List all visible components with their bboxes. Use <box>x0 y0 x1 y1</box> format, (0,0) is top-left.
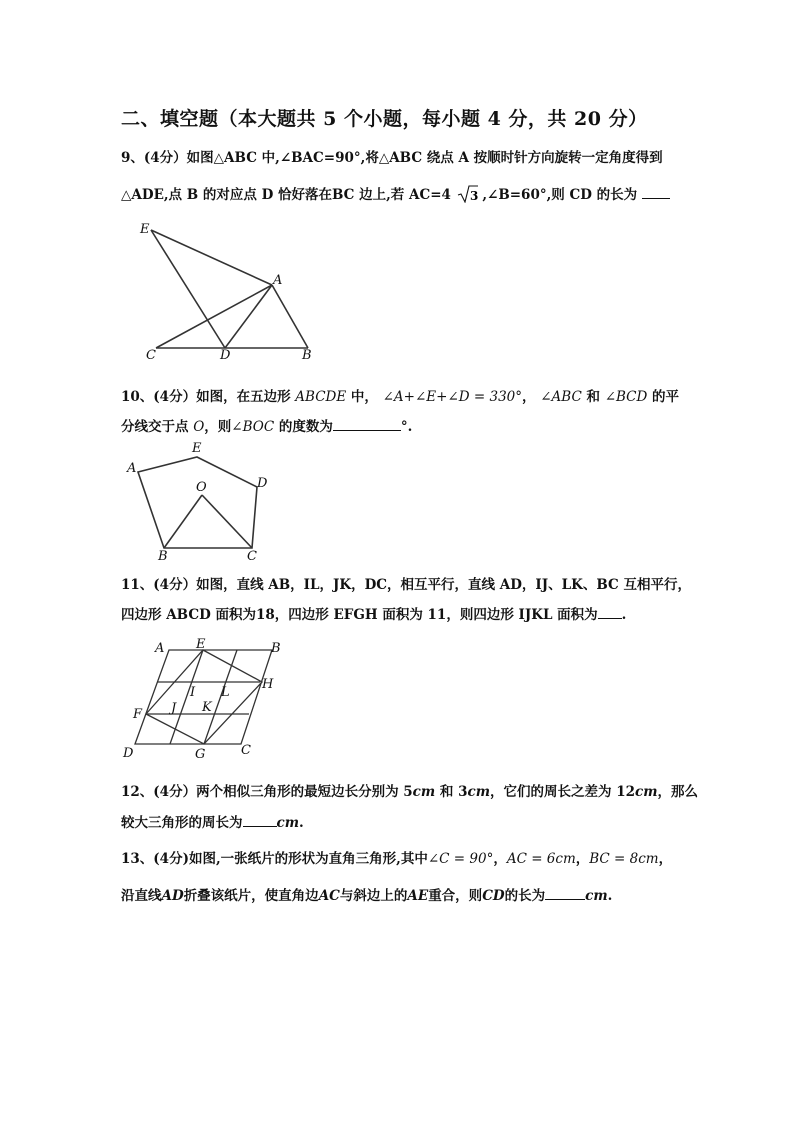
q13-text-b: 沿直线 <box>121 888 162 904</box>
q13-line2 <box>121 884 612 904</box>
q10-label-d: D <box>257 476 268 491</box>
q12-text-e: 较大三角形的周长为 <box>121 815 243 831</box>
q10-label-a: A <box>127 461 137 476</box>
q10-angle-boc: ∠BOC <box>231 419 275 435</box>
q10-label-c: C <box>247 549 257 564</box>
q10-angle-sum: ∠A+∠E+∠D = 330° <box>382 389 523 405</box>
q10-text-d: 和 <box>586 389 600 405</box>
q9-line2-text-b: ,∠B=60°,则 CD 的长为 <box>482 187 638 203</box>
q12-text-d: ，那么 <box>657 784 699 800</box>
q10-pentagon-figure <box>122 440 282 565</box>
q11-label-h: H <box>262 677 274 692</box>
q10-angle-bcd: ∠BCD <box>604 389 648 405</box>
q10-text-i: °. <box>400 419 413 435</box>
section-title: 二、填空题（本大题共 5 个小题，每小题 4 分，共 20 分） <box>121 108 648 130</box>
q13-side-cd: CD <box>482 888 505 904</box>
q10-angle-abc: ∠ABC <box>540 389 582 405</box>
sqrt-radical-icon <box>456 185 478 203</box>
q11-label-d: D <box>123 746 134 761</box>
q9-label-a: A <box>273 273 283 288</box>
q12-unit-4: cm <box>276 815 300 831</box>
q10-text-c: ， <box>522 389 536 405</box>
q11-label-c: C <box>241 743 251 758</box>
q13-text-end: . <box>607 888 613 904</box>
sqrt-symbol <box>456 185 478 203</box>
q9-label-e: E <box>140 222 150 237</box>
q11-label-f: F <box>133 707 143 722</box>
q11-label-e: E <box>196 637 206 652</box>
q11-label-l: L <box>221 685 230 700</box>
q11-label-j: J <box>171 701 177 716</box>
q12-line1 <box>121 780 698 800</box>
q13-bc-value: BC = 8cm <box>589 851 659 867</box>
q10-point-o: O <box>193 419 205 435</box>
q11-line1: 11、(4分）如图，直线 AB，IL，JK，DC，相互平行，直线 AD，IJ、LK、BC 互相平行， <box>121 577 691 593</box>
q9-triangle-figure <box>138 218 338 368</box>
q10-text-f: 分线交于点 <box>121 419 189 435</box>
q13-text-a: 13、(4分)如图,一张纸片的形状为直角三角形,其中 <box>121 851 428 867</box>
q12-text-end: . <box>299 815 304 831</box>
q10-pentagon-name: ABCDE <box>295 389 347 405</box>
q9-line2-text-a: △ADE,点 B 的对应点 D 恰好落在BC 边上,若 AC=4 <box>121 187 451 203</box>
q10-label-e: E <box>192 441 202 456</box>
q10-line2 <box>121 415 412 435</box>
q11-label-a: A <box>155 641 165 656</box>
answer-blank[interactable] <box>545 887 585 900</box>
q11-label-k: K <box>202 700 212 715</box>
q10-label-o: O <box>196 480 207 495</box>
q9-label-d: D <box>220 348 231 363</box>
answer-blank[interactable] <box>642 186 670 199</box>
q10-text-h: 的度数为 <box>278 419 333 435</box>
q13-text-d: 与斜边上的 <box>339 888 408 904</box>
q11-line2 <box>121 603 626 623</box>
q12-line2 <box>121 811 304 831</box>
q12-text-a: 12、(4分）两个相似三角形的最短边长分别为 5 <box>121 784 413 800</box>
q10-label-b: B <box>158 549 168 564</box>
q9-line1: 9、(4分）如图△ABC 中,∠BAC=90°,将△ABC 绕点 A 按顺时针方向旋转一定角度得到 <box>121 150 663 166</box>
q9-line2 <box>121 183 670 203</box>
q13-ac-value: AC = 6cm <box>506 851 576 867</box>
q12-unit-3: cm <box>635 784 658 800</box>
q11-label-b: B <box>271 641 281 656</box>
sqrt-value: 3 <box>469 189 478 203</box>
q11-label-g: G <box>195 747 206 761</box>
q12-text-b: 和 3 <box>435 784 468 800</box>
q13-line1 <box>121 847 672 867</box>
answer-blank[interactable] <box>333 418 401 431</box>
q9-label-c: C <box>146 348 156 363</box>
q11-text-end: . <box>621 607 627 623</box>
q11-label-i: I <box>190 685 196 700</box>
q10-text-e: 的平 <box>652 389 680 405</box>
q10-text-a: 10、(4分）如图，在五边形 <box>121 389 291 405</box>
q9-label-b: B <box>302 348 312 363</box>
q10-text-g: ，则 <box>204 419 232 435</box>
q13-line-ad: AD <box>161 888 184 904</box>
q13-sep-2: ， <box>575 851 590 867</box>
q13-text-c: 折叠该纸片，使直角边 <box>183 888 319 904</box>
q13-side-ae: AE <box>407 888 429 904</box>
q13-text-f: 的长为 <box>504 888 546 904</box>
q13-sep-1: ， <box>493 851 507 867</box>
q13-angle-c: ∠C = 90° <box>427 851 494 867</box>
q13-unit: cm <box>585 888 608 904</box>
q12-unit-2: cm <box>467 784 490 800</box>
q13-text-e: 重合，则 <box>428 888 483 904</box>
q12-text-c: ，它们的周长之差为 12 <box>490 784 635 800</box>
q10-text-b: 中， <box>350 389 378 405</box>
q13-side-ac: AC <box>318 888 340 904</box>
answer-blank[interactable] <box>243 814 277 827</box>
answer-blank[interactable] <box>598 606 622 619</box>
q11-text-a: 四边形 ABCD 面积为18，四边形 EFGH 面积为 11，则四边形 IJKL 面积为 <box>121 607 598 623</box>
q11-parallelogram-figure <box>117 636 297 761</box>
q10-line1 <box>121 385 679 405</box>
q12-unit-1: cm <box>412 784 436 800</box>
q13-sep-3: ， <box>658 851 673 867</box>
